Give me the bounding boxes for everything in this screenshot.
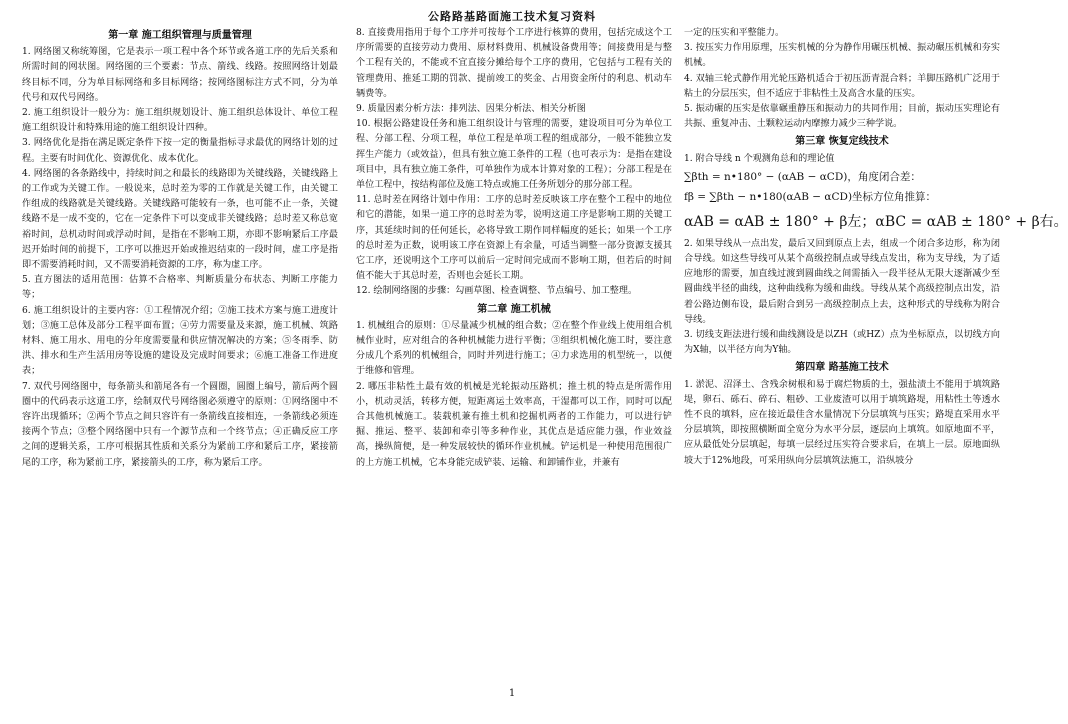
paragraph: 6. 施工组织设计的主要内容：①工程情况介绍；②施工技术方案与施工进度计划；③施工总体及部分工程平面布置；④劳力需要量及来源，施工机械、筑路材料、施工用水、用电的分年度需要量和供应情况解决的方案；⑤冬雨季、防洪、排水和生产生活用房等设施的建设及完成时间要求；⑥施工准备工作进度表； bbox=[22, 305, 338, 377]
paragraph: 1. 附合导线 n 个观测角总和的理论值 bbox=[684, 153, 835, 164]
paragraph: 8. 直接费用指用于每个工序并可按每个工序进行核算的费用，包括完成这个工序所需要的直接劳动力费用、原材料费用、机械设备费用等；间接费用是与整个工程有关的，不能或不宜直接分摊给每个工序的费用，它包括与工程有关的管理费用、推延工期的罚款、提前竣工的奖金、占用资金所付的利息、机动车辆费等。 bbox=[356, 28, 672, 99]
paragraph: 一定的压实和平整能力。 bbox=[684, 28, 785, 38]
paragraph: 1. 网络图又称统筹图，它是表示一项工程中各个环节或各道工序的先后关系和所需时间的网状图。网络图的三个要素：节点、箭线、线路。按照网络计划最终目标不同，分为单目标网络和多目标网络；按网络图标注方式不同，分为单代号和双代号网络。 bbox=[22, 47, 338, 103]
paragraph: 2. 哪压非粘性土最有效的机械是光轮振动压路机；推土机的特点是所需作用小，机动灵活，转移方便，短距离运土效率高，干湿都可以工作，同时可以配合其他机械施工。装载机兼有推土机和挖掘机两者的工作能力，可以进行铲掘、推运、整平、装卸和牵引等多种作业，其优点是适应能力强，作业效益高，操纵简便，是一种发展较快的循环作业机械。铲运机是一种使用范围很广的上方施工机械，它本身能完成铲装、运输、和卸铺作业，并兼有 bbox=[356, 381, 672, 468]
chapter-heading: 第二章 施工机械 bbox=[477, 303, 551, 315]
paragraph: 1. 机械组合的原则：①尽量减少机械的组合数；②在整个作业线上使用组合机械作业时，应对组合的各种机械能力进行平衡；③组织机械化施工时，要注意分成几个系列的机械组合，同时并列进行施工；④力求选用的机型统一，以便于维修和管理。 bbox=[356, 320, 672, 377]
paragraph: 1. 淤泥、沼泽土、含残余树根和易于腐烂物质的土，强盐渍土不能用于填筑路堤，卵石、砾石、碎石、粗砂、工业废渣可以用于填筑路堤，用粘性土等透水性不良的填料，应在接近最佳含水量情况下分层填筑与压实；路堤直采用水平分层填筑，即按照横断面全宽分为水平分层，逐层向上填筑。如原地面不平，应从最低处分层填起，每填一层经过压实符合要求后，在填上一层。原地面纵坡大于12%地段，可采用纵向分层填筑法施工，沿纵坡分 bbox=[684, 379, 1000, 466]
formula-line: ∑βth = n•180° − (αAB − αCD)，角度闭合差： bbox=[684, 170, 921, 183]
paragraph: 3. 切线支距法进行缓和曲线测设是以ZH（或HZ）点为坐标原点，以切线方向为X轴，以半径方向为Y轴。 bbox=[684, 330, 1000, 356]
document-title: 公路路基路面施工技术复习资料 bbox=[428, 10, 596, 23]
paragraph: 4. 双轴三轮式静作用光轮压路机适合于初压沥青混合料；羊脚压路机广泛用于粘土的分层压实，但不适应于非粘性土及高含水量的压实。 bbox=[684, 73, 1000, 99]
paragraph: 12. 绘制网络图的步骤：勾画草图、检查调整、节点编号、加工整理。 bbox=[356, 286, 638, 297]
paragraph: 3. 网络优化是指在满足既定条件下按一定的衡量指标寻求最优的网络计划的过程。主要有时间优化、资源优化、成本优化。 bbox=[22, 138, 338, 164]
chapter-heading: 第一章 施工组织管理与质量管理 bbox=[108, 30, 252, 41]
paragraph: 7. 双代号网络图中，每条箭头和箭尾各有一个圆圈，圆圈上编号，箭后两个圆圈中的代码表示这道工序，绘制双代号网络图必须遵守的原则：①网络图中不容许出现循环；②两个节点之间只容许有一条箭线直接相连，一条箭线必须连接两个节点；③整个网络图中只有一个源节点和一个终节点；④正确反应工序之间的逻辑关系，工序可根据其性质和关系分为紧前工序和紧后工序，紧接箭尾的工序，称为紧前工序，紧接箭头的工序，称为紧后工序。 bbox=[22, 381, 338, 468]
chapter-heading: 第四章 路基施工技术 bbox=[795, 362, 889, 374]
paragraph: 4. 网络图的各条路线中，持续时间之和最长的线路即为关键线路，关键线路上的工作或为关键工作。一般说来，总时差为零的工作就是关键工作，由关键工作组成的线路就是关键线路。关键线路可能较有一条，也可能不止一条，关键线路不是一成不变的，它在一定条件下可以变成非关键线路；总时差又称总宽裕时间，总机动时间或浮动时间，是指在不影响工期，亦即不影响紧后工序最迟开始时间的前提下，工序可以推迟开始或推迟结束的一段时间，虚工序是指即不需要消耗时间，又不需要消耗资源的工序，称为虚工序。 bbox=[22, 168, 338, 271]
column-right bbox=[684, 26, 1068, 694]
chapter-heading: 第三章 恢复定线技术 bbox=[795, 136, 889, 148]
paragraph: 3. 按压实力作用原理，压实机械的分为静作用碾压机械、振动碾压机械和夯实机械。 bbox=[684, 43, 1000, 69]
paragraph: 2. 施工组织设计一般分为：施工组织规划设计、施工组织总体设计、单位工程施工组织设计和特殊用途的施工组织设计四种。 bbox=[22, 108, 338, 134]
paragraph: 10. 根据公路建设任务和施工组织设计与管理的需要，建设项目可分为单位工程、分部工程、分项工程，单位工程是单项工程的组成部分，一般不能独立发挥生产能力（或效益），但具有独立施工条件的工程（也可表示为：是指在建设项目中，具有独立施工条件，可单独作为成本计算对象的工程）；分部工程是在单位工程中，按结构部位及施工特点或施工任务所划分的那分部工程。 bbox=[356, 119, 672, 191]
formula-line: αAB = αAB ± 180° + β左；αBC = αAB ± 180° + β右。 bbox=[684, 213, 1068, 230]
paragraph: 5. 直方图法的适用范围：估算不合格率、判断质量分布状态、判断工序能力等； bbox=[22, 275, 338, 301]
page-number: 1 bbox=[508, 688, 516, 699]
paragraph: 9. 质量因素分析方法：排列法、因果分析法、相关分析图 bbox=[356, 104, 586, 115]
column-left bbox=[22, 26, 338, 694]
formula-line: fβ = ∑βth − n•180(αAB − αCD)坐标方位角推算： bbox=[684, 190, 937, 203]
paragraph: 2. 如果导线从一点出发，最后又回到原点上去，组成一个闭合多边形，称为闭合导线。如这些导线可从某个高级控制点或导线点发出，称为支导线，为了适应地形的需要，加直线过渡到圆曲线之间需插入一段半径从无限大逐渐减少至圆曲线半径的曲线，这种曲线称为缓和曲线。导线从某个高级控制点出发，沿着公路边侧布设，最后附合到另一高级控制点上去，这种形式的导线称为附合导线。 bbox=[684, 238, 1000, 325]
paragraph: 11. 总时差在网络计划中作用：工序的总时差反映该工序在整个工程中的地位和它的潜能，如果一道工序的总时差为零，说明这道工序是影响工期的关键工序，其延续时间的任何延长，必将导致工期作同样幅度的延长；如果一个工序的总时差为正数，说明该工序在资源上有余量，可适当调整一部分资源支援其它工序，还说明这个工序可以前后一定时间完成而不影响工期，但若后的时间值不能大于其总时差，否则也会延长工期。 bbox=[356, 195, 672, 282]
column-middle bbox=[356, 26, 672, 694]
paragraph: 5. 振动碾的压实是依靠碾重静压和振动力的共同作用；目前，振动压实理论有共振、重复冲击、土颗粒运动内摩擦力减少三种学说。 bbox=[684, 104, 1000, 130]
